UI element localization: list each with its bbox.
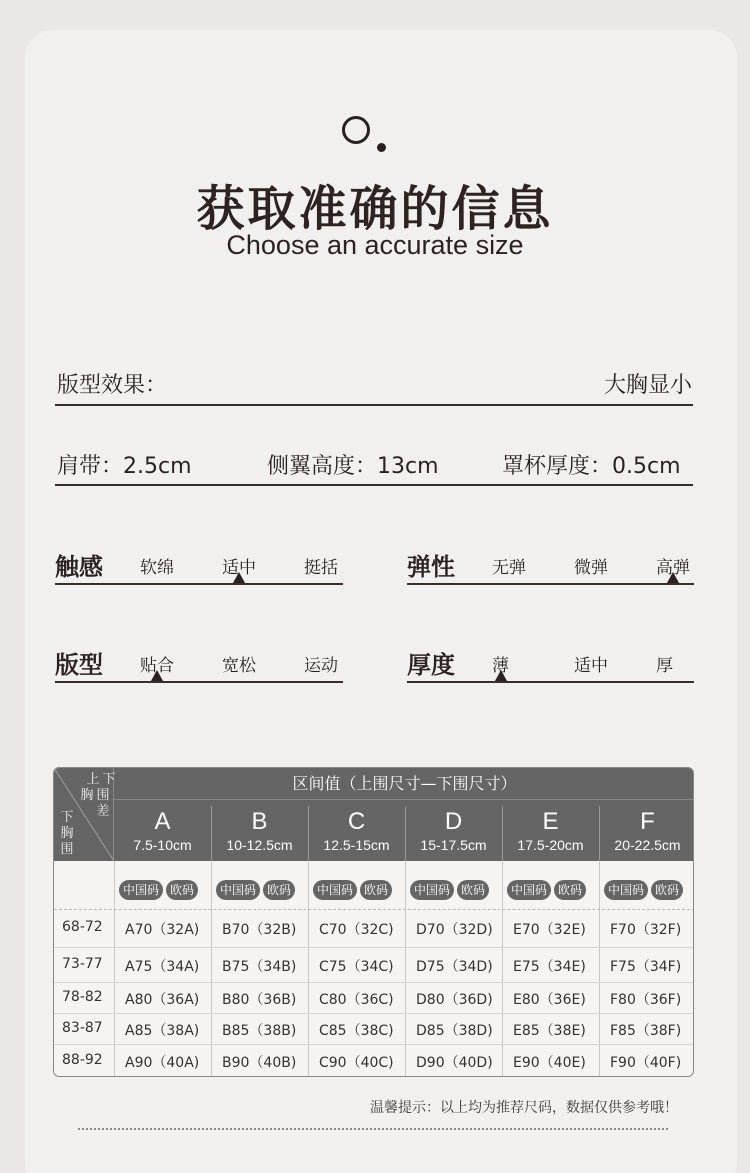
size-cell: D90（40D) (416, 1055, 493, 1071)
corner-top-char: 上 (86, 772, 100, 787)
fit-option: 贴合 (140, 656, 174, 676)
underbust-cell: 73-77 (62, 955, 103, 972)
touch-option: 软绵 (140, 558, 174, 578)
size-cell: B75（34B) (222, 958, 297, 975)
cup-range: 7.5-10cm (133, 837, 192, 853)
eu-size-badge: 欧码 (554, 880, 586, 900)
eu-size-badge: 欧码 (166, 880, 198, 900)
size-cell: F75（34F) (610, 958, 682, 975)
effect-label: 版型效果： (57, 373, 168, 398)
size-cell: F85（38F) (610, 1022, 682, 1039)
corner-top-char: 围 (96, 788, 110, 803)
cup-letter: D (444, 808, 463, 835)
size-cell: A80（36A) (125, 991, 200, 1008)
touch-line (55, 583, 343, 585)
thickness-option: 薄 (492, 656, 509, 676)
size-cell: C75（34C) (319, 958, 394, 975)
row-line (54, 982, 694, 983)
selected-marker-icon (667, 572, 679, 583)
corner-top-char: 差 (96, 804, 110, 819)
divider (55, 484, 693, 486)
cup-range: 10-12.5cm (226, 837, 293, 853)
size-badges (216, 879, 298, 901)
row-line (54, 1013, 694, 1014)
column-separator (308, 806, 309, 861)
touch-option: 适中 (222, 558, 256, 578)
cup-range: 12.5-15cm (323, 837, 390, 853)
size-cell: A75（34A) (125, 958, 200, 975)
eu-size-badge: 欧码 (360, 880, 392, 900)
corner-top-char: 下 (102, 772, 116, 787)
size-cell: A85（38A) (125, 1022, 200, 1039)
tip-note: 温馨提示：以上均为推荐尺码，数据仅供参考哦！ (370, 1100, 678, 1116)
cn-size-badge: 中国码 (507, 880, 551, 900)
column-separator (502, 806, 503, 861)
eu-size-badge: 欧码 (263, 880, 295, 900)
divider (55, 404, 693, 406)
size-cell: E70（32E) (513, 922, 586, 938)
selected-marker-icon (495, 670, 507, 681)
column-separator (599, 806, 600, 861)
selected-marker-icon (233, 572, 245, 583)
underbust-cell: 68-72 (62, 919, 103, 935)
size-cell: B90（40B) (222, 1055, 297, 1071)
column-separator (211, 806, 212, 861)
selected-marker-icon (151, 670, 163, 681)
cup-letter: B (251, 808, 268, 835)
thickness-line (407, 681, 694, 683)
size-cell: C90（40C) (319, 1055, 394, 1071)
range-title: 区间值（上围尺寸—下围尺寸） (114, 768, 694, 800)
cup-column-header (114, 800, 211, 861)
corner-bottom-char: 胸 (60, 826, 74, 841)
cup-column-header (502, 800, 599, 861)
row-line (54, 1044, 694, 1045)
size-cell: C85（38C) (319, 1022, 394, 1039)
cn-size-badge: 中国码 (410, 880, 454, 900)
cup-column-header (599, 800, 694, 861)
cup-column-header (211, 800, 308, 861)
size-cell: A70（32A) (125, 922, 200, 938)
strap-spec: 肩带：2.5cm (57, 454, 192, 479)
elastic-option: 微弹 (574, 558, 608, 578)
table-header (54, 768, 694, 861)
size-cell: D75（34D) (416, 958, 493, 975)
size-cell: F80（36F) (610, 991, 682, 1008)
size-cell: E75（34E) (513, 958, 586, 975)
logo-icon (342, 116, 388, 156)
thickness-scale (407, 645, 694, 685)
size-cell: D85（38D) (416, 1022, 493, 1039)
page-subtitle: Choose an accurate size (226, 230, 524, 260)
table-corner (54, 768, 114, 861)
thickness-label: 厚度 (407, 651, 455, 679)
cup-range: 15-17.5cm (420, 837, 487, 853)
size-badges (604, 879, 686, 901)
cup-spec: 罩杯厚度：0.5cm (502, 454, 681, 479)
size-table (53, 767, 694, 1077)
dotted-divider (78, 1128, 668, 1130)
size-cell: D70（32D) (416, 922, 493, 938)
cn-size-badge: 中国码 (216, 880, 260, 900)
size-cell: B80（36B) (222, 991, 297, 1008)
size-cell: B85（38B) (222, 1022, 297, 1039)
eu-size-badge: 欧码 (457, 880, 489, 900)
fit-option: 宽松 (222, 656, 256, 676)
cup-letter: F (640, 808, 655, 835)
underbust-cell: 83-87 (62, 1019, 103, 1036)
size-cell: E85（38E) (513, 1022, 586, 1039)
size-cell: F70（32F) (610, 922, 682, 938)
size-cell: E80（36E) (513, 991, 586, 1008)
fit-line (55, 681, 343, 683)
column-separator (405, 806, 406, 861)
corner-top-char: 胸 (80, 788, 94, 803)
corner-bottom-char: 下 (60, 810, 74, 825)
touch-label: 触感 (55, 553, 103, 581)
cup-letter: A (154, 808, 171, 835)
size-cell: B70（32B) (222, 922, 297, 938)
size-cell: C70（32C) (319, 922, 394, 938)
cn-size-badge: 中国码 (119, 880, 163, 900)
elastic-line (407, 583, 694, 585)
underbust-cell: 88-92 (62, 1052, 103, 1068)
thickness-option: 厚 (656, 656, 673, 676)
corner-bottom-char: 围 (60, 842, 74, 857)
eu-size-badge: 欧码 (651, 880, 683, 900)
elastic-scale (407, 547, 694, 587)
size-cell: C80（36C) (319, 991, 394, 1008)
underbust-cell: 78-82 (62, 988, 103, 1005)
touch-scale (55, 547, 343, 587)
cup-letter: E (542, 808, 559, 835)
size-cell: A90（40A) (125, 1055, 200, 1071)
size-cell: E90（40E) (513, 1055, 586, 1071)
size-badges (410, 879, 492, 901)
elastic-option: 高弹 (656, 558, 690, 578)
fit-scale (55, 645, 343, 685)
cup-letter: C (347, 808, 366, 835)
fit-label: 版型 (55, 651, 103, 679)
size-badges (507, 879, 589, 901)
cup-range: 20-22.5cm (614, 837, 681, 853)
cn-size-badge: 中国码 (604, 880, 648, 900)
cup-column-header (308, 800, 405, 861)
cn-size-badge: 中国码 (313, 880, 357, 900)
size-cell: F90（40F) (610, 1055, 682, 1071)
effect-value: 大胸显小 (603, 373, 692, 398)
elastic-option: 无弹 (492, 558, 526, 578)
wing-spec: 侧翼高度：13cm (267, 454, 439, 479)
size-badges (119, 879, 201, 901)
elastic-label: 弹性 (407, 553, 455, 581)
cup-column-header (405, 800, 502, 861)
size-badges (313, 879, 395, 901)
touch-option: 挺括 (304, 558, 338, 578)
thickness-option: 适中 (574, 656, 608, 676)
cup-range: 17.5-20cm (517, 837, 584, 853)
fit-option: 运动 (304, 656, 338, 676)
size-cell: D80（36D) (416, 991, 493, 1008)
row-line (54, 947, 694, 948)
page-title: 获取准确的信息 (196, 181, 554, 237)
dashed-divider (54, 909, 694, 910)
